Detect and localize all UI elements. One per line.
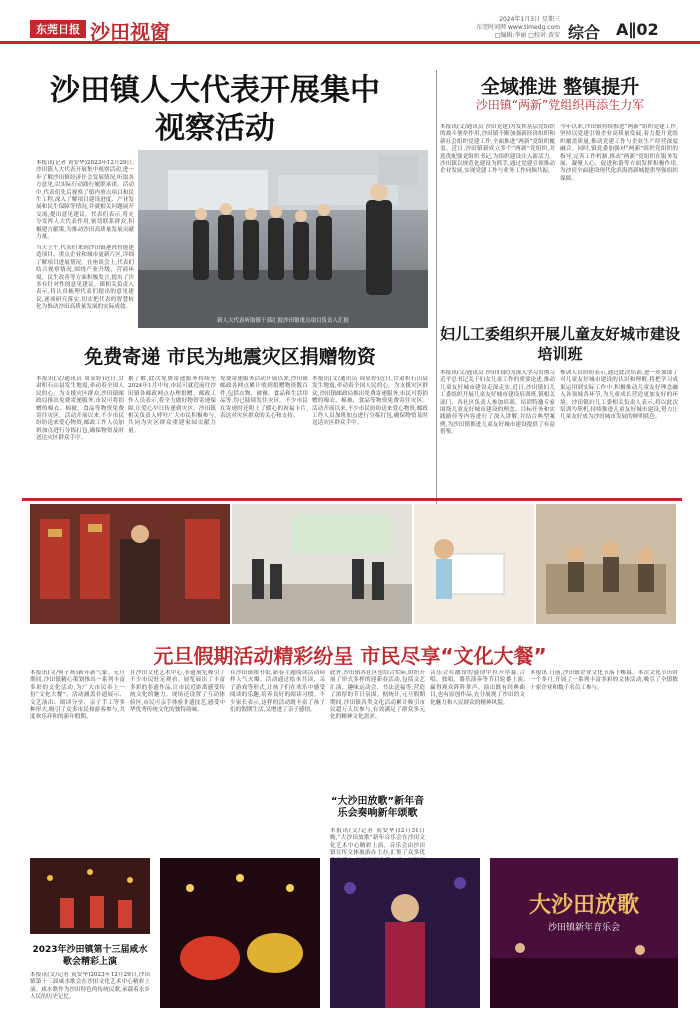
article3-body2: 据了解,此次免费寄递服务持续至2024年1月中旬,市民可就近前往沙田镇各邮政网点办理捐赠。邮政工作人员表示,将全力做好物资寄递保障,让爱心早日传递到灾区。沙田镇相关负责人呼吁广大市民积极参与,共同为灾区群众重建家园贡献力量。 <box>128 376 216 434</box>
article5-sub3-body: 本报讯(文/记者 黄安华)2023年12月29日,沙田镇第十三届咸水歌会在沙田文化艺术中心精彩上演。咸水歌作为沙田特色的传统民歌,承载着水乡人民的历史记忆。 <box>30 972 150 1001</box>
inspection-photo <box>138 150 428 328</box>
feature-photo-exhibition <box>232 504 412 624</box>
article5-body3: 在沙田镇图书馆,新春主题阅读活动同样人气火爆。活动通过绘本共读、亲子游戏等形式,让孩子们在欢乐中感受阅读的乐趣,培养良好的阅读习惯。不少家长表示,这样的活动既丰富了孩子们的假期生活,又增进了亲子感情。 <box>230 670 325 714</box>
article5-body2: 在沙田文化艺术中心,非遗展览吸引了不少市民驻足观看。展览展出了丰富多彩的非遗作品,让市民近距离感受传统文化的魅力。现场还设置了互动体验区,市民可亲手体验非遗技艺,感受中华优秀传统文化的独特韵味。 <box>130 670 225 714</box>
newspaper-logo: 东莞日报 <box>30 20 86 38</box>
article3-body: 本报讯(文/通讯员 周显婷)近日,甘肃积石山县发生地震,牵动着全国人民的心。为支援灾区群众,沙田镇邮政局推出免费寄递服务,市民可将捐赠的棉衣、棉被、食品等物资免费寄往灾区。活动开展以来,不少市民纷纷送来爱心物资,邮政工作人员加班加点进行分拣打包,确保物资及时送达灾区群众手中。 <box>36 376 124 442</box>
section-title: 沙田视窗 <box>90 20 170 44</box>
page-number: A∥02 <box>616 20 659 39</box>
article2-body2: 今年以来,沙田镇持续推进“两新”组织党建工作,坚持以党建引领企业高质量发展,着力提升党组织覆盖质量,推动党建工作与企业生产经营深度融合。同时,镇党委加强对“两新”组织党组织的指导,完善工作机制,推动“两新”党组织在服务发展、凝聚人心、促进和谐等方面发挥积极作用,为沙田全面建设现代化滨海湾新城提供坚强组织保障。 <box>560 124 678 182</box>
article2-body: 本报讯(文/通讯员 沙田党建)为发挥基层党组织的战斗堡垒作用,沙田镇不断加强新经济组织和新社会组织党建工作,全面推进“两新”党组织覆盖。近日,沙田镇新成立多个“两新”党组织,并选优配强党组织书记,为组织建设注入新活力。沙田镇以规范化建设为抓手,通过党建引领推动企业发展,实现党建工作与业务工作同频共振。 <box>440 124 555 175</box>
article1-headline: 沙田镇人大代表开展集中视察活动 <box>50 73 380 146</box>
article5-headline: 元旦假期活动精彩纷呈 市民尽享“文化大餐” <box>153 644 547 668</box>
zone-label: 综合 <box>568 23 601 42</box>
date-line-2: 东莞时间网 www.timedg.com <box>476 24 560 31</box>
article1-photo <box>138 150 428 328</box>
article3-body3: 免费寄递服务活动开展以来,沙田镇邮政各网点累计收到捐赠物资数百件,包括衣物、被褥、食品和生活用品等,均已陆续发往灾区。不少市民在寄递时还附上了暖心的祝福卡片,表达对灾区群众的关心和支持。 <box>220 376 308 420</box>
article3-body4: 本报讯(文/通讯员 周显婷)近日,甘肃积石山县发生地震,牵动着全国人民的心。为支援灾区群众,沙田镇邮政局推出免费寄递服务,市民可将捐赠的棉衣、棉被、食品等物资免费寄往灾区。活动开展以来,不少市民纷纷送来爱心物资,邮政工作人员加班加点进行分拣打包,确保物资及时送达灾区群众手中。 <box>312 376 428 427</box>
article4-headline: 妇儿工委组织开展儿童友好城市建设培训班 <box>440 325 681 363</box>
bottom-photo-singer <box>330 858 480 1008</box>
column-divider <box>436 70 437 550</box>
article5-sub1-body: 本报讯(文/记者 黄安华)12月31日晚,“大沙田放歌”新年音乐会在沙田文化艺术中心精彩上演。音乐会由沙田镇宣传文体旅游办主办,汇集了众多优 <box>330 828 425 857</box>
concert-title: 大沙田放歌 <box>528 893 639 918</box>
bottom-photo-stage <box>30 858 150 934</box>
bottom-photo-concert <box>490 858 678 1008</box>
feature-photo-opera <box>30 504 230 624</box>
feature-photo-reading <box>414 504 534 624</box>
article1-body2: 当天上午,代表们来到沙田镇港湾智能建造项目、重点企业和城市更新片区,详细了解项目进展情况。在座谈会上,代表们结合视察情况,围绕产业升级、营商环境、民生改善等方面积极发言,提出了许多有针对性的意见建议。镇相关负责人表示,将认真梳理代表们提出的意见建议,逐项研究落实,切实把代表的智慧转化为推动沙田高质量发展的实际成效。 <box>36 245 134 311</box>
article2-headline: 全域推进 整镇提升 <box>480 76 640 98</box>
article4-body2: 参训人员纷纷表示,通过此次培训,进一步加深了对儿童友好城市建设的认识和理解,将把学习成果运用到实际工作中,积极推动儿童友好理念融入各领域各环节,为儿童成长营造更加友好的环境。沙田镇妇儿工委相关负责人表示,将以此次培训为契机,持续推进儿童友好城市建设,努力让儿童友好成为沙田城市发展的鲜明底色。 <box>560 370 678 421</box>
article2-subhead: 沙田镇“两新”党组织再添生力军 <box>475 98 645 112</box>
article5-body: 本报讯(文/何子扬)新年新气象。元旦期间,沙田镇精心策划推出一系列丰富多彩的文化活动,为广大市民奉上一份“文化大餐”。活动涵盖非遗展示、文艺演出、阅读分享、亲子手工等多种形式,吸引了众多市民和游客参与,共度欢乐祥和的新年假期。 <box>30 670 125 721</box>
article4-body: 本报讯(文/通讯员 沙田妇联)为深入学习贯彻习近平总书记关于妇女儿童工作的重要论述,推动儿童友好城市建设走深走实,近日,沙田镇妇儿工委组织开展儿童友好城市建设培训班,镇相关部门、各社区负责人参加培训。培训特邀专家围绕儿童友好城市建设的理念、目标任务和实践路径等内容进行了深入讲解,并结合典型案例,为沙田镇推进儿童友好城市建设提供了有益借鉴。 <box>440 370 555 436</box>
article5-body4: 此外,沙田镇各社区也结合实际,组织开展了形式多样的迎新春活动,包括文艺汇演、趣味运动会、书法送福等,营造了浓厚的节日氛围。据统计,元旦假期期间,沙田镇各类文化活动累计吸引市民超万人次参与,有效满足了群众多元化的精神文化需求。 <box>330 670 425 721</box>
date-line-3: □编辑:李丽 □校对:黄安 <box>494 32 560 39</box>
article3-headline: 免费寄递 市民为地震灾区捐赠物资 <box>84 346 376 368</box>
date-info <box>440 16 560 40</box>
article1-caption: 新人大代表听取镇干部汇报沙田镇重点项目负责人汇报 <box>216 318 349 324</box>
concert-subtitle: 沙田镇新年音乐会 <box>547 923 620 933</box>
article5-sub3: 2023年沙田镇第十三届咸水歌会精彩上演 <box>32 945 148 967</box>
article1-body: 本报讯(记者 黄安华)2023年12月29日,沙田镇人大代表开展集中视察活动,进一步了解沙田镇经济社会发展情况,听取各方意见,以实际行动践行履职承诺。活动中,代表们先后视察了镇内重点项目和民生工程,深入了解项目建设进度、产业发展和民生保障等情况,并就相关问题展开交流,提出意见建议。代表们表示,将充分发挥人大代表作用,密切联系群众,积极建言献策,为推动沙田高质量发展贡献力量。 <box>36 160 134 241</box>
article5-sub1: “大沙田放歌”新年音乐会奏响新年颂歌 <box>330 796 425 819</box>
feature-top-border <box>22 498 682 501</box>
bottom-photo-lion-dance <box>160 858 320 1008</box>
article5-sub2-body: 本报讯 日前,沙田镇企业文化节落下帷幕。本次文化节历时一个多月,开展了一系列丰富多彩的文体活动,吸引了全镇数十家企业和数千名员工参与。 <box>530 670 678 691</box>
article5-sub1-body2: 音乐会在激昂的旋律中拉开序幕,合唱、独唱、器乐演奏等节目轮番上演,赢得观众阵阵掌声。演出既有经典曲目,也有原创作品,充分展现了沙田的文化魅力和人民群众的精神风貌。 <box>430 670 525 706</box>
date-line-1: 2024年1月3日 星期三 <box>499 16 560 23</box>
feature-photo-workshop <box>536 504 676 624</box>
